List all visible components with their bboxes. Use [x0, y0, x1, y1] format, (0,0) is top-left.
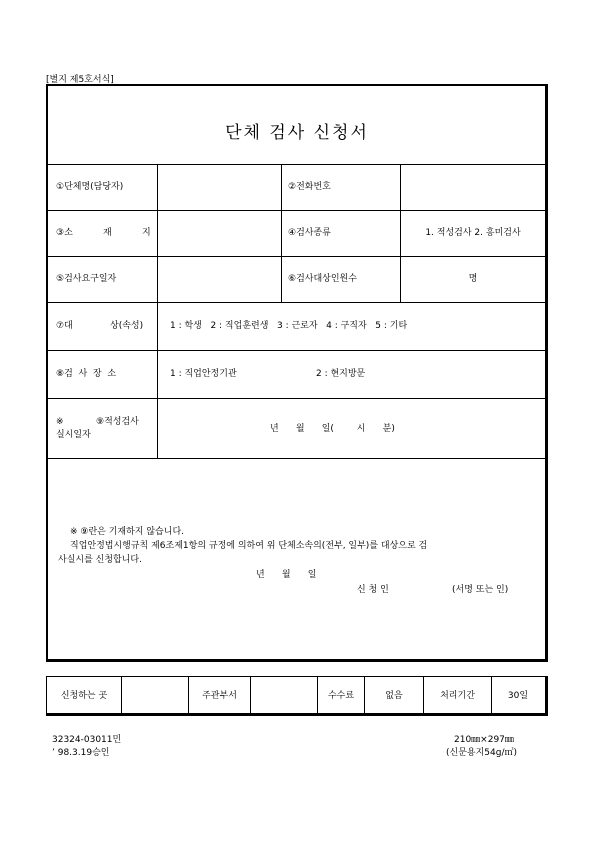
- exec-date-note-mark: ※: [56, 417, 64, 427]
- location-label-part3: 지: [142, 228, 151, 238]
- column-divider: [157, 164, 158, 458]
- form-code: 32324-03011민: [52, 735, 122, 745]
- exec-date-label: ⑨적성검사: [96, 417, 139, 427]
- paper-type: (신문용지54g/㎡): [446, 748, 517, 758]
- place-label: ⑧검 사 장 소: [56, 369, 117, 379]
- target-label-part2: 상(속성): [110, 321, 144, 331]
- phone-label: ②전화번호: [288, 182, 331, 192]
- processing-period-value: 30일: [507, 691, 529, 701]
- statement-line-2: 사실시를 신청합니다.: [58, 555, 142, 565]
- org-name-field[interactable]: [160, 170, 278, 206]
- form-title: 단체 검사 신청서: [225, 123, 369, 143]
- row-divider: [48, 256, 545, 257]
- phone-field[interactable]: [403, 170, 543, 206]
- fee-value: 없음: [385, 691, 403, 701]
- place-option-2[interactable]: 2 : 현지방문: [316, 369, 366, 379]
- location-field[interactable]: [160, 216, 278, 252]
- dept-label: 주관부서: [202, 691, 237, 701]
- row-divider: [48, 164, 545, 165]
- dept-field[interactable]: [251, 678, 316, 713]
- test-type-label: ④검사종류: [288, 228, 331, 238]
- row-divider: [48, 398, 545, 399]
- org-name-label: ①단체명(담당자): [56, 182, 124, 192]
- form-number-label: [별지 제5호서식]: [46, 75, 114, 85]
- column-divider: [281, 164, 282, 302]
- exec-date-label-line2: 실시일자: [56, 430, 91, 440]
- approval-date: ’ 98.3.19승인: [52, 748, 110, 758]
- request-date-label: ⑤검사요구일자: [56, 274, 117, 284]
- processing-period-label: 처리기간: [440, 691, 475, 701]
- signature-label: (서명 또는 인): [452, 585, 509, 595]
- row-divider: [48, 210, 545, 211]
- row-divider: [48, 458, 545, 459]
- row-divider: [48, 350, 545, 351]
- target-label-part1: ⑦대: [56, 321, 73, 331]
- paper-size: 210㎜×297㎜: [454, 735, 514, 745]
- submit-to-field[interactable]: [122, 678, 187, 713]
- exec-date-field[interactable]: 년 월 일( 시 분): [270, 424, 395, 434]
- target-options[interactable]: 1 : 학생 2 : 직업훈련생 3 : 근로자 4 : 구직자 5 : 기타: [170, 321, 408, 331]
- place-option-1[interactable]: 1 : 직업안정기관: [170, 369, 237, 379]
- statement-line-1: 직업안정법시행규칙 제6조제1항의 규정에 의하여 위 단체소속의(전부, 일부)를 대상으로 검: [70, 541, 428, 551]
- headcount-label: ⑥검사대상인원수: [288, 274, 357, 284]
- note-text: ※ ⑨란은 기재하지 않습니다.: [70, 527, 184, 537]
- request-date-field[interactable]: [160, 262, 278, 298]
- location-label-part2: 재: [103, 228, 112, 238]
- application-date[interactable]: 년 월 일: [256, 570, 317, 580]
- headcount-unit[interactable]: 명: [468, 274, 478, 284]
- submit-to-label: 신청하는 곳: [60, 691, 108, 701]
- fee-label: 수수료: [327, 691, 355, 701]
- location-label-part1: ③소: [56, 228, 73, 238]
- applicant-label: 신 청 인: [357, 585, 389, 595]
- row-divider: [48, 302, 545, 303]
- test-type-options[interactable]: 1. 적성검사 2. 흥미검사: [425, 228, 521, 238]
